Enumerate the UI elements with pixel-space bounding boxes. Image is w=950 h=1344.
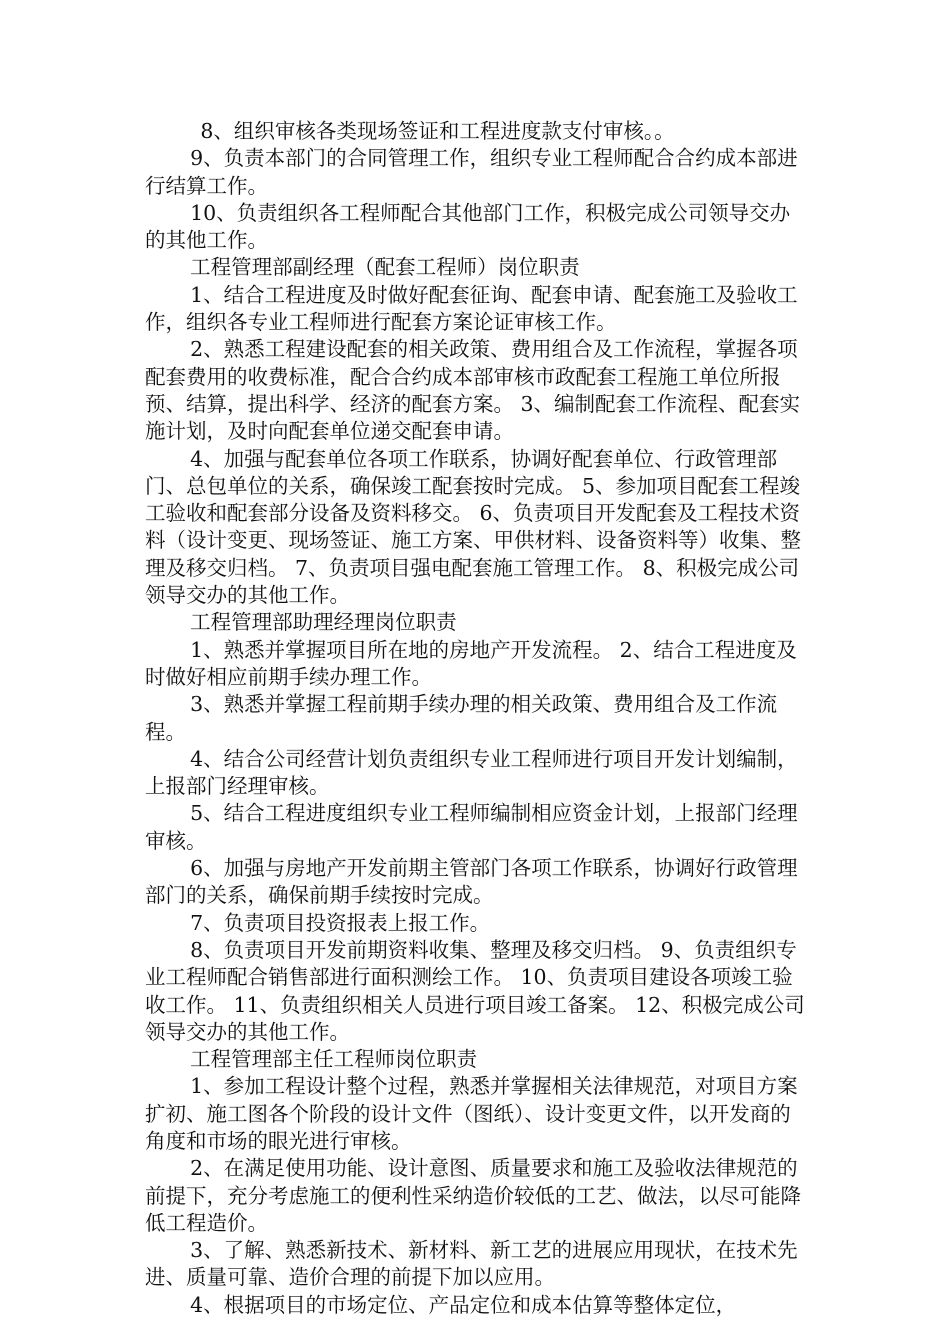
paragraph: 7、负责项目投资报表上报工作。 xyxy=(190,910,491,935)
paragraph: 1、参加工程设计整个过程，熟悉并掌握相关法律规范，对项目方案扩初、施工图各个阶段的设计文件（图纸）、设计变更文件，以开发商的角度和市场的眼光进行审核。 xyxy=(145,1074,798,1153)
paragraph: 8、组织审核各类现场签证和工程进度款支付审核。。 xyxy=(200,119,675,143)
paragraph: 3、了解、熟悉新技术、新材料、新工艺的进展应用现状，在技术先进、质量可靠、造价合理的前提下加以应用。 xyxy=(145,1238,798,1290)
paragraph: 2、熟悉工程建设配套的相关政策、费用组合及工作流程，掌握各项配套费用的收费标准，配合合约成本部审核市政配套工程施工单位所报预、结算，提出科学、经济的配套方案。 3、编制配套工作流程、配套实施计划，及时向配套单位递交配套申请。 xyxy=(145,337,801,444)
paragraph: 4、结合公司经营计划负责组织专业工程师进行项目开发计划编制，上报部门经理审核。 xyxy=(145,746,798,799)
section-heading: 工程管理部助理经理岗位职责 xyxy=(190,610,457,635)
paragraph: 9、负责本部门的合同管理工作，组织专业工程师配合合约成本部进行结算工作。 xyxy=(145,146,798,198)
paragraph: 10、负责组织各工程师配合其他部门工作，积极完成公司领导交办的其他工作。 xyxy=(145,200,791,253)
paragraph: 5、结合工程进度组织专业工程师编制相应资金计划，上报部门经理审核。 xyxy=(145,801,798,853)
paragraph: 6、加强与房地产开发前期主管部门各项工作联系，协调好行政管理部门的关系，确保前期手续按时完成。 xyxy=(145,856,798,908)
section-heading: 工程管理部主任工程师岗位职责 xyxy=(190,1047,478,1072)
paragraph: 4、根据项目的市场定位、产品定位和成本估算等整体定位， xyxy=(190,1292,737,1317)
section-heading: 工程管理部副经理（配套工程师）岗位职责 xyxy=(190,255,580,280)
paragraph: 8、负责项目开发前期资料收集、整理及移交归档。 9、负责组织专业工程师配合销售部进行面积测绘工作。 10、负责项目建设各项竣工验收工作。 11、负责组织相关人员进行项目竣工备案。 12、积极完成公司领导交办的其他工作。 xyxy=(145,937,805,1044)
paragraph: 4、加强与配套单位各项工作联系，协调好配套单位、行政管理部门、总包单位的关系，确保竣工配套按时完成。 5、参加项目配套工程竣工验收和配套部分设备及资料移交。 6、负责项目开发配套及工程技术资料（设计变更、现场签证、施工方案、甲供材料、设备资料等）收集、整理及移交归档。 7、负责项目强电配套施工管理工作。 8、积极完成公司领导交办的其他工作。 xyxy=(145,446,801,608)
paragraph: 1、熟悉并掌握项目所在地的房地产开发流程。 2、结合工程进度及时做好相应前期手续办理工作。 xyxy=(145,637,797,689)
paragraph: 3、熟悉并掌握工程前期手续办理的相关政策、费用组合及工作流程。 xyxy=(145,692,778,744)
paragraph: 1、结合工程进度及时做好配套征询、配套申请、配套施工及验收工作，组织各专业工程师进行配套方案论证审核工作。 xyxy=(145,282,798,335)
document-page xyxy=(145,118,810,1319)
paragraph: 2、在满足使用功能、设计意图、质量要求和施工及验收法律规范的前提下，充分考虑施工的便利性采纳造价较低的工艺、做法，以尽可能降低工程造价。 xyxy=(145,1156,801,1235)
